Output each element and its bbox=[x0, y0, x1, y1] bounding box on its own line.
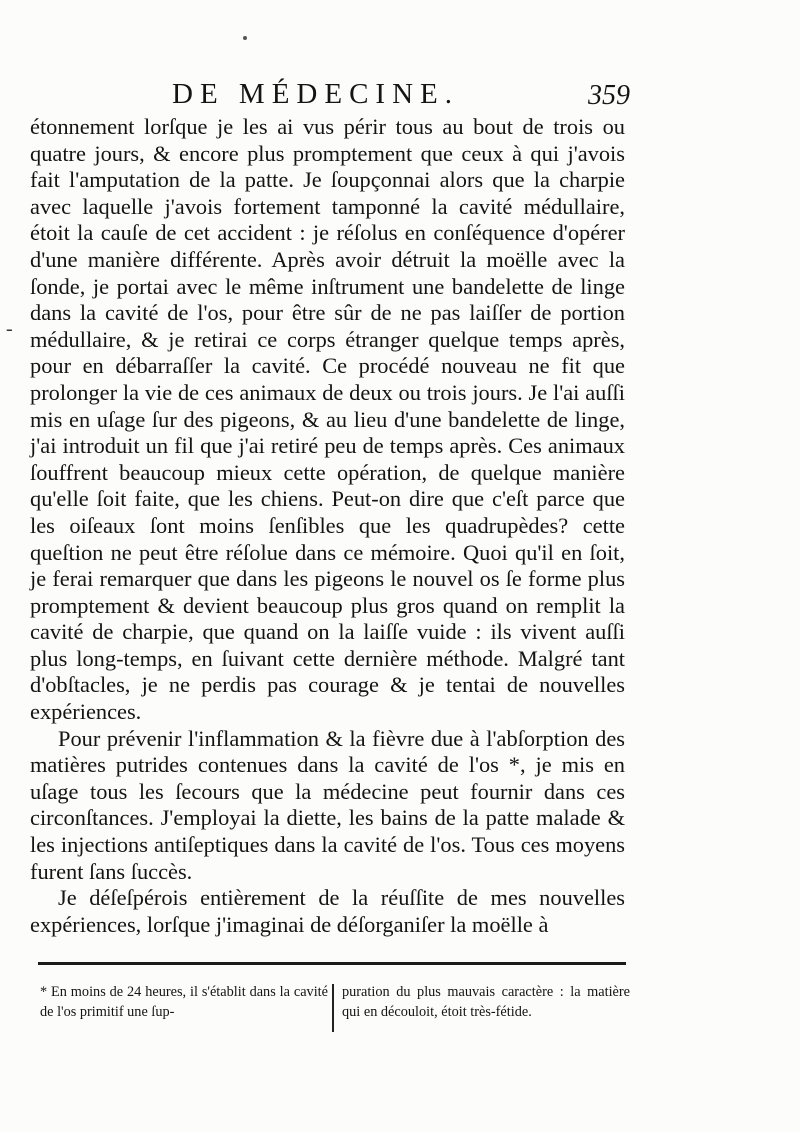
footnote-column-divider bbox=[332, 984, 334, 1032]
main-text bbox=[30, 114, 625, 938]
margin-mark: - bbox=[6, 318, 13, 340]
footnote-left-column: * En moins de 24 heures, il s'établit dans la cavité de l'os primitif une ſup- bbox=[40, 984, 328, 1020]
footnote-right-column: puration du plus mauvais caractère : la matière qui en découloit, étoit très-fétide. bbox=[342, 984, 630, 1020]
page-header bbox=[150, 78, 630, 118]
page-number: 359 bbox=[588, 80, 630, 111]
running-head: DE MÉDECINE. bbox=[172, 78, 459, 110]
ink-speck bbox=[243, 36, 247, 40]
paragraph-1: étonnement lorſque je les ai vus périr tous au bout de trois ou quatre jours, & encore plus promptement que ceux à qui j'avois fait l'amputation de la patte. Je ſoupçonnai alors que la charpie avec laquelle j'avois fortement tamponné la cavité médullaire, étoit la cauſe de cet accident : je réſolus en conſéquence d'opérer d'une manière différente. Après avoir détruit la moëlle avec la ſonde, je portai avec le même inſtrument une bandelette de linge dans la cavité de l'os, pour être sûr de ne pas laiſſer de portion médullaire, & je retirai ce corps étranger quelque temps après, pour en débarraſſer la cavité. Ce procédé nouveau ne fit que prolonger la vie de ces animaux de deux ou trois jours. Je l'ai auſſi mis en uſage ſur des pigeons, & au lieu d'une bandelette de linge, j'ai introduit un fil que j'ai retiré peu de temps après. Ces animaux ſouffrent beaucoup mieux cette opération, de quelque manière qu'elle ſoit faite, que les chiens. Peut-on dire que c'eſt parce que les oiſeaux ſont moins ſenſibles que les quadrupèdes? cette queſtion ne peut être réſolue dans ce mémoire. Quoi qu'il en ſoit, je ferai remarquer que dans les pigeons le nouvel os ſe forme plus promptement & devient beaucoup plus gros quand on remplit la cavité de charpie, que quand on la laiſſe vuide : ils vivent auſſi plus long-temps, en ſuivant cette dernière méthode. Malgré tant d'obſtacles, je ne perdis pas courage & je tentai de nouvelles expériences. bbox=[30, 114, 625, 725]
footnote-rule bbox=[38, 962, 626, 965]
paragraph-2: Pour prévenir l'inflammation & la fièvre due à l'abſorption des matières putrides contenues dans la cavité de l'os *, je mis en uſage tous les ſecours que la médecine peut fournir dans ces circonſtances. J'employai la diette, les bains de la patte malade & les injections antiſeptiques dans la cavité de l'os. Tous ces moyens furent ſans ſuccès. bbox=[30, 725, 625, 884]
paragraph-3: Je déſeſpérois entièrement de la réuſſite de mes nouvelles expériences, lorſque j'imaginai de déſorganiſer la moëlle à bbox=[30, 885, 625, 937]
